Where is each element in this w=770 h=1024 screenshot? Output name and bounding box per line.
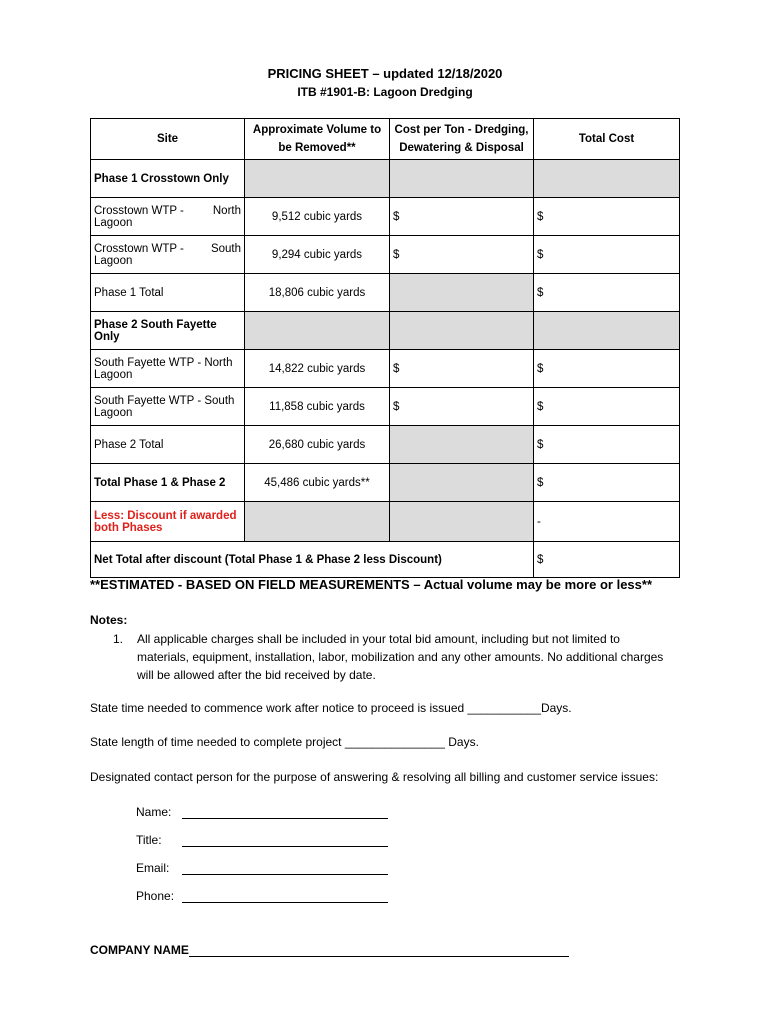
shaded-cell (245, 502, 390, 542)
site-name-part: North (212, 204, 241, 217)
net-total-label: Net Total after discount (Total Phase 1 & Phase 2 less Discount) (91, 542, 534, 578)
total-input-cell[interactable]: $ (534, 198, 680, 236)
phase2-header-row (91, 312, 680, 350)
contact-title-field[interactable] (136, 832, 388, 847)
title-line[interactable] (182, 832, 388, 847)
cost-input-cell[interactable]: $ (390, 350, 534, 388)
estimated-note: **ESTIMATED - BASED ON FIELD MEASUREMENTS – Actual volume may be more or less** (90, 577, 653, 592)
site-name-part: Lagoon (94, 216, 133, 229)
shaded-cell (390, 274, 534, 312)
document-title: PRICING SHEET – updated 12/18/2020 (267, 66, 503, 81)
total-input-cell[interactable]: $ (534, 236, 680, 274)
table-header-row (91, 119, 680, 160)
discount-label: Less: Discount if awarded both Phases (91, 502, 245, 542)
grand-total-row (91, 464, 680, 502)
shaded-cell (390, 502, 534, 542)
net-total-row (91, 542, 680, 578)
phone-label: Phone: (136, 889, 175, 903)
note-text: All applicable charges shall be included in your total bid amount, including but not limited to materials, equipment, installation, labor, mobilization and any other amounts. No additional charges will be allowed after the bid received by date. (137, 632, 664, 682)
discount-input-cell[interactable]: - (534, 502, 680, 542)
company-name-field[interactable] (90, 942, 569, 957)
contact-name-field[interactable] (136, 804, 388, 819)
site-name-part: Crosstown WTP - (94, 204, 184, 217)
net-total-input-cell[interactable]: $ (534, 542, 680, 578)
notes-heading: Notes: (90, 613, 128, 627)
phase1-total-row (91, 274, 680, 312)
site-name-part: South (210, 242, 241, 255)
site-cell: South Fayette WTP - North Lagoon (91, 350, 245, 388)
company-name-label: COMPANY NAME (90, 943, 189, 957)
contact-email-field[interactable] (136, 860, 388, 875)
volume-cell: 11,858 cubic yards (245, 388, 390, 426)
phase1-header-row (91, 160, 680, 198)
total-input-cell[interactable]: $ (534, 274, 680, 312)
shaded-cell (534, 160, 680, 198)
site-cell: South Fayette WTP - South Lagoon (91, 388, 245, 426)
shaded-cell (390, 312, 534, 350)
volume-cell: 14,822 cubic yards (245, 350, 390, 388)
name-line[interactable] (182, 804, 388, 819)
pricing-table (90, 118, 680, 578)
shaded-cell (245, 160, 390, 198)
table-row (91, 388, 680, 426)
col-header-cost: Cost per Ton - Dredging, Dewatering & Disposal (390, 119, 534, 160)
site-cell (91, 198, 245, 236)
site-name-part: Crosstown WTP - (94, 242, 184, 255)
email-line[interactable] (182, 860, 388, 875)
total-input-cell[interactable]: $ (534, 464, 680, 502)
shaded-cell (534, 312, 680, 350)
shaded-cell (390, 464, 534, 502)
table-row (91, 236, 680, 274)
total-input-cell[interactable]: $ (534, 426, 680, 464)
cost-input-cell[interactable]: $ (390, 388, 534, 426)
company-name-line[interactable] (189, 942, 569, 957)
note-item (113, 630, 673, 684)
table-row (91, 198, 680, 236)
name-label: Name: (136, 805, 172, 819)
phase2-total-label: Phase 2 Total (91, 426, 245, 464)
cost-input-cell[interactable]: $ (390, 198, 534, 236)
site-name-part: Lagoon (94, 254, 133, 267)
col-header-volume: Approximate Volume to be Removed** (245, 119, 390, 160)
volume-cell: 18,806 cubic yards (245, 274, 390, 312)
grand-total-label: Total Phase 1 & Phase 2 (91, 464, 245, 502)
phase1-total-label: Phase 1 Total (91, 274, 245, 312)
contact-intro: Designated contact person for the purpose of answering & resolving all billing and customer service issues: (90, 770, 659, 784)
title-label: Title: (136, 833, 162, 847)
document-subtitle: ITB #1901-B: Lagoon Dredging (297, 85, 473, 99)
total-input-cell[interactable]: $ (534, 350, 680, 388)
completion-time-line[interactable]: State length of time needed to complete project _______________ Days. (90, 735, 479, 749)
phase2-label: Phase 2 South Fayette Only (91, 312, 245, 350)
col-header-total: Total Cost (534, 119, 680, 160)
volume-cell: 9,294 cubic yards (245, 236, 390, 274)
volume-cell: 26,680 cubic yards (245, 426, 390, 464)
discount-row (91, 502, 680, 542)
phase1-label: Phase 1 Crosstown Only (91, 160, 245, 198)
email-label: Email: (136, 861, 170, 875)
note-number: 1. (113, 632, 124, 646)
total-input-cell[interactable]: $ (534, 388, 680, 426)
col-header-site: Site (91, 119, 245, 160)
shaded-cell (390, 426, 534, 464)
phone-line[interactable] (182, 888, 388, 903)
contact-phone-field[interactable] (136, 888, 388, 903)
site-cell (91, 236, 245, 274)
volume-cell: 9,512 cubic yards (245, 198, 390, 236)
phase2-total-row (91, 426, 680, 464)
volume-cell: 45,486 cubic yards** (245, 464, 390, 502)
table-row (91, 350, 680, 388)
commence-time-line[interactable]: State time needed to commence work after notice to proceed is issued ___________Days. (90, 701, 572, 715)
shaded-cell (245, 312, 390, 350)
cost-input-cell[interactable]: $ (390, 236, 534, 274)
shaded-cell (390, 160, 534, 198)
